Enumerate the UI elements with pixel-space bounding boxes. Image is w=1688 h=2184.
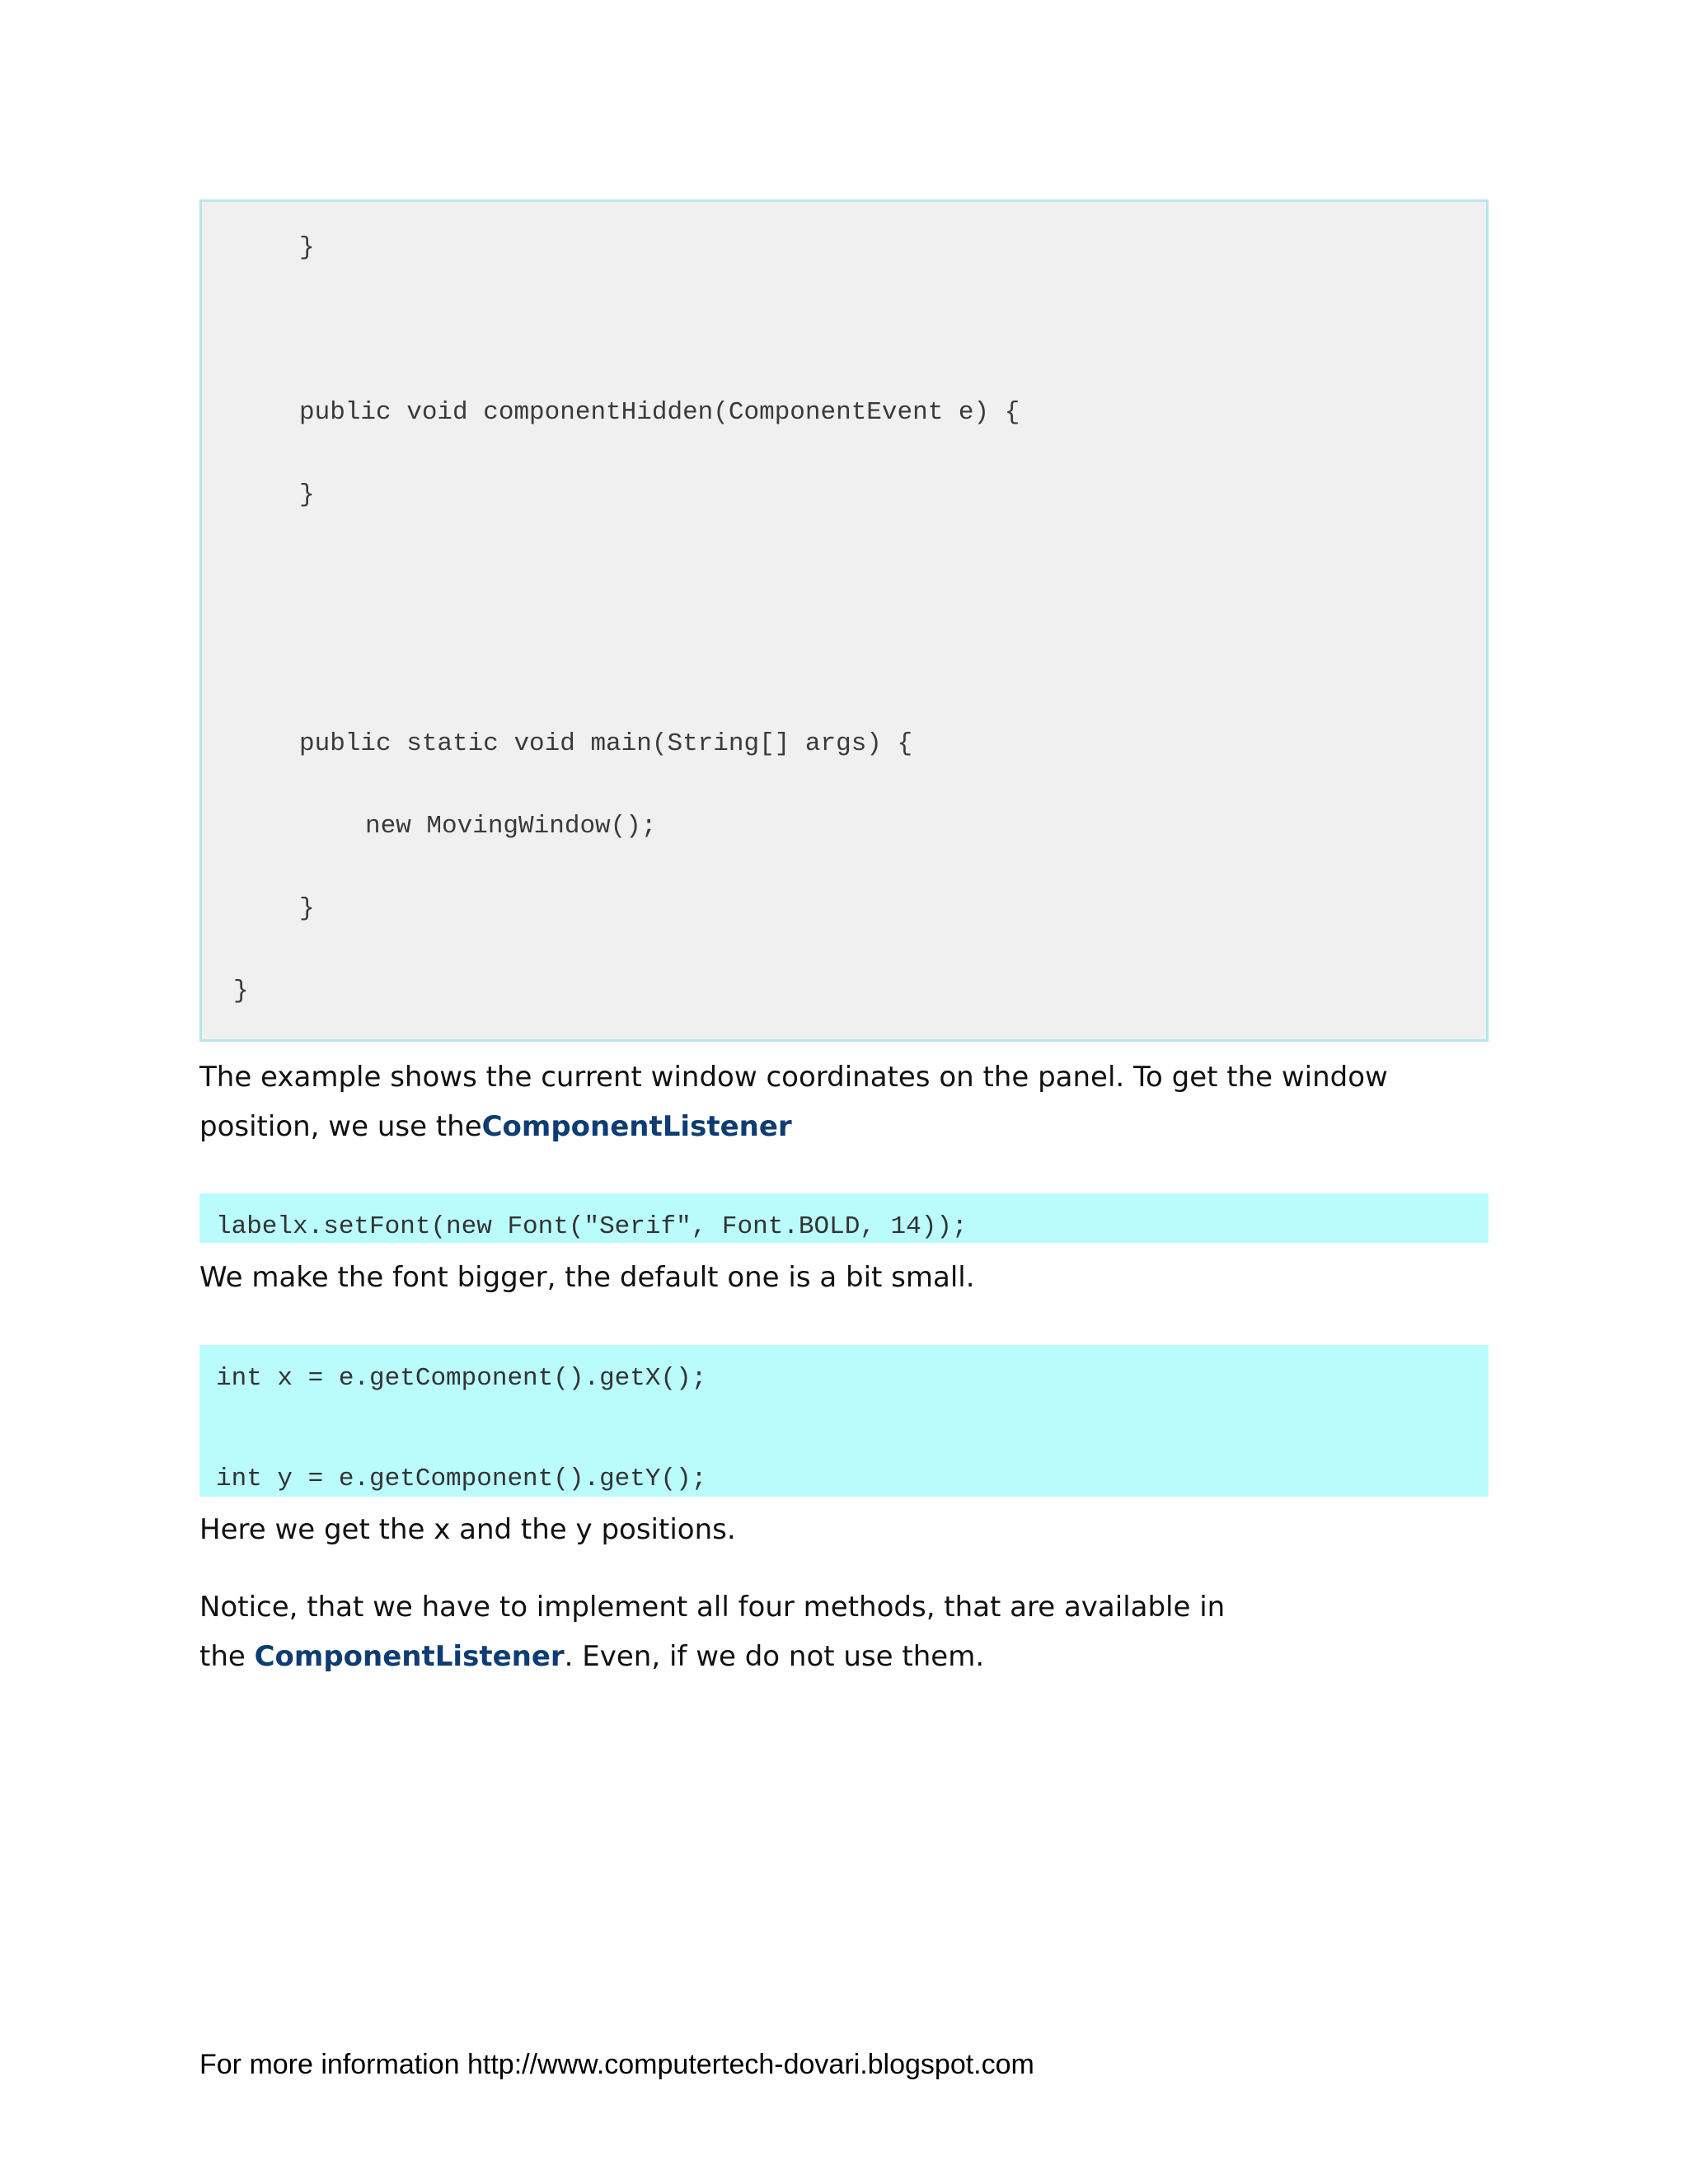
- code-block: [199, 199, 1489, 1042]
- paragraph-positions: Here we get the x and the y positions.: [199, 1513, 736, 1546]
- code-snippet-getxy: [199, 1345, 1489, 1497]
- snippet-line: int x = e.getComponent().getX();: [216, 1364, 707, 1393]
- page-footer: For more information http://www.computertech-dovari.blogspot.com: [199, 2049, 1034, 2080]
- code-line: public static void main(String[] args) {: [299, 729, 913, 758]
- code-line: new MovingWindow();: [365, 812, 657, 841]
- paragraph-line: Notice, that we have to implement all four methods, that are available in: [199, 1591, 1226, 1624]
- snippet-line: labelx.setFont(new Font("Serif", Font.BOLD, 14));: [216, 1212, 968, 1241]
- component-listener-keyword: ComponentListener: [481, 1110, 792, 1143]
- paragraph-notice: [199, 1582, 1225, 1681]
- code-line: public void componentHidden(ComponentEvent e) {: [299, 398, 1020, 427]
- paragraph-text: position, we use the: [199, 1110, 482, 1143]
- code-line: }: [299, 894, 315, 923]
- code-line: }: [299, 480, 315, 509]
- snippet-line: int y = e.getComponent().getY();: [216, 1465, 707, 1493]
- paragraph-line: [199, 1632, 1225, 1681]
- paragraph-text: . Even, if we do not use them.: [564, 1640, 985, 1673]
- component-listener-keyword: ComponentListener: [254, 1640, 565, 1673]
- paragraph-line: [199, 1102, 1388, 1151]
- paragraph-text: the: [199, 1640, 255, 1673]
- paragraph-line: The example shows the current window coordinates on the panel. To get the window: [199, 1061, 1388, 1094]
- paragraph-font: We make the font bigger, the default one is a bit small.: [199, 1261, 975, 1294]
- code-line: }: [299, 233, 315, 262]
- code-snippet-setfont: [199, 1193, 1489, 1243]
- paragraph-intro: [199, 1052, 1388, 1151]
- code-line: }: [233, 977, 249, 1005]
